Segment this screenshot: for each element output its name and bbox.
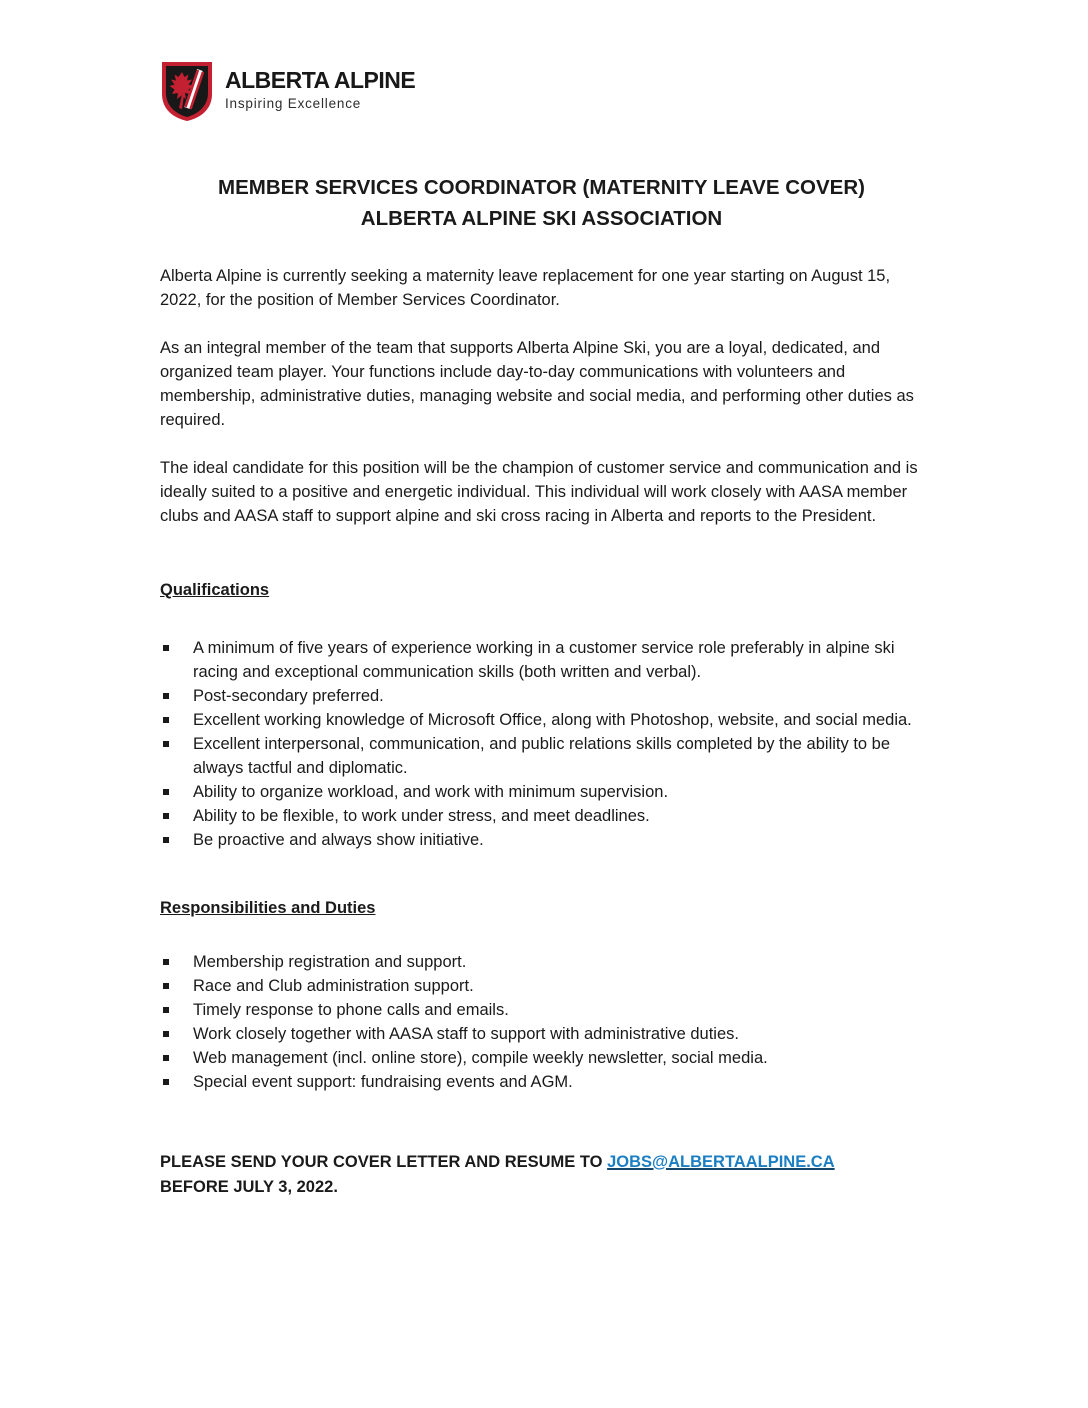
list-item: Ability to be flexible, to work under stress, and meet deadlines. xyxy=(160,804,923,828)
title-line-2: ALBERTA ALPINE SKI ASSOCIATION xyxy=(360,207,723,230)
document-title xyxy=(160,172,923,234)
list-item: A minimum of five years of experience working in a customer service role preferably in alpine ski racing and exceptional communication skills (both written and verbal). xyxy=(160,636,923,684)
application-instructions xyxy=(160,1150,923,1200)
list-item: Excellent interpersonal, communication, and public relations skills completed by the ability to be always tactful and diplomatic. xyxy=(160,732,923,780)
shield-maple-leaf-icon xyxy=(160,60,214,122)
list-item: Race and Club administration support. xyxy=(160,974,923,998)
jobs-email-link[interactable]: JOBS@ALBERTAALPINE.CA xyxy=(607,1153,835,1171)
list-item: Timely response to phone calls and emails. xyxy=(160,998,923,1022)
list-item: Excellent working knowledge of Microsoft Office, along with Photoshop, website, and social media. xyxy=(160,708,923,732)
footer-pre-link-text: PLEASE SEND YOUR COVER LETTER AND RESUME TO xyxy=(160,1153,608,1171)
responsibilities-heading: Responsibilities and Duties xyxy=(160,899,376,917)
list-item: Ability to organize workload, and work with minimum supervision. xyxy=(160,780,923,804)
intro-paragraph-1: Alberta Alpine is currently seeking a maternity leave replacement for one year starting on August 15, 2022, for the position of Member Services Coordinator. xyxy=(160,267,891,309)
logo-wordmark: ALBERTA ALPINE xyxy=(225,67,416,93)
title-line-1: MEMBER SERVICES COORDINATOR (MATERNITY LEAVE COVER) xyxy=(218,176,865,199)
list-item: Work closely together with AASA staff to support with administrative duties. xyxy=(160,1022,923,1046)
qualifications-heading: Qualifications xyxy=(160,581,270,599)
responsibilities-list xyxy=(160,950,923,1094)
list-item: Special event support: fundraising events and AGM. xyxy=(160,1070,923,1094)
document-body xyxy=(160,172,923,1200)
qualifications-list xyxy=(160,636,923,852)
list-item: Membership registration and support. xyxy=(160,950,923,974)
footer-deadline-text: BEFORE JULY 3, 2022. xyxy=(160,1178,338,1196)
intro-paragraph-2: As an integral member of the team that supports Alberta Alpine Ski, you are a loyal, dedicated, and organized team player. Your functions include day-to-day communications with volunteers and membership, administrative duties, managing website and social media, and performing other duties as required. xyxy=(160,339,914,429)
alberta-alpine-logo xyxy=(160,60,415,122)
logo-tagline: Inspiring Excellence xyxy=(225,96,362,111)
list-item: Post-secondary preferred. xyxy=(160,684,923,708)
intro-paragraph-3: The ideal candidate for this position will be the champion of customer service and communication and is ideally suited to a positive and energetic individual. This individual will work closely with AASA member clubs and AASA staff to support alpine and ski cross racing in Alberta and reports to the President. xyxy=(160,459,918,525)
list-item: Be proactive and always show initiative. xyxy=(160,828,923,852)
logo-text xyxy=(225,60,415,111)
list-item: Web management (incl. online store), compile weekly newsletter, social media. xyxy=(160,1046,923,1070)
